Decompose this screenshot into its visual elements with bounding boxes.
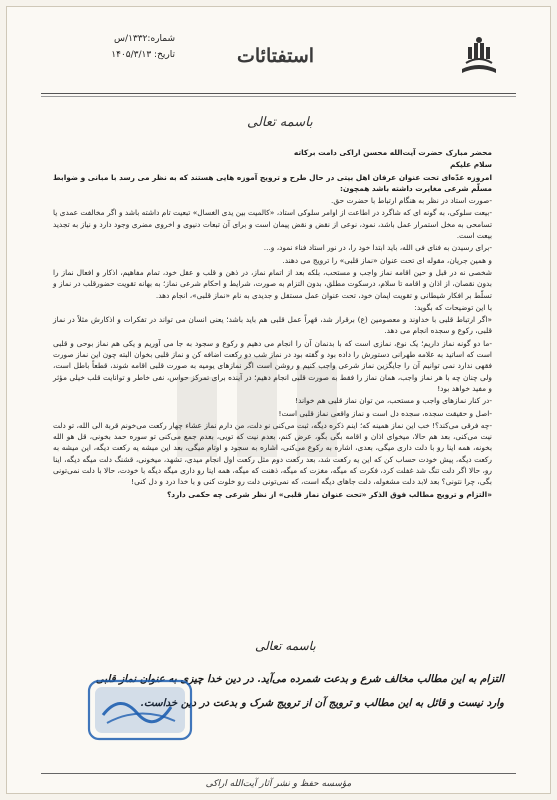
question-body: [53, 147, 492, 501]
page-title: استفتائات: [237, 45, 315, 67]
list-item: -بیعت سلوکی، به گونه ای که شاگرد در اطاعت از اوامر سلوکی استاد، «کالمیت بین یدی الغسال» تبعیت تام داشته باشد و اگر مخالفت عمدی یا تسامحی به مخل استمرار عمل باشد، نمود، نوعی از نقض و نقض پیمان است و برای آن تبعات دنیوی و اخروی مضری وجود دارد و نیاز به تجدید بیعت است.: [53, 208, 492, 241]
list-item: با این توضیحات که بگوید:: [414, 302, 492, 312]
institution-logo-icon: [456, 33, 502, 79]
footer-institution: مؤسسه حفظ و نشر آثار آیت‌الله اراکی: [205, 779, 352, 789]
list-item: -صورت استاد در نظر به هنگام ارتباط با حضرت حق.: [331, 196, 492, 206]
list-item: «اگر ارتباط قلبی با خداوند و معصومین (ع) برقرار شد، قهراً عمل قلبی هم باید باشد؛ یعنی انسان می تواند در تفکرات و اذکارش مثلاً در نماز قلبی، رکوع و سجده انجام می دهد.: [53, 315, 492, 336]
list-item: -اصل و حقیقت سجده، سجده دل است و نماز واقعی نماز قلبی است!: [278, 408, 492, 418]
answer-heading: باسمه تعالی: [255, 639, 316, 653]
document-page: [6, 6, 551, 794]
answer-text: التزام به این مطالب مخالف شرع و بدعت شمرده می‌آید. در دین خدا چیزی به عنوان نماز قلبی وارد نیست و قائل به این مطالب و ترویج آن از ترویج شرک و بدعت در دین خداست.: [95, 673, 504, 709]
reference-number: شماره:۱۳۳۲/س: [114, 34, 175, 44]
greeting: سلام علیکم: [449, 160, 492, 170]
header-divider-thin: [41, 96, 516, 97]
intro-paragraph: امروزه عدّه‌ای تحت عنوان عرفان اهل بیتی در حال طرح و ترویج آموزه هایی هستند که به نظر می رسد با مبانی و ضوابط مسلّم شرعی مغایرت داشته باشد همچون:: [53, 172, 492, 193]
list-item: -در کنار نمازهای واجب و مستحب، من توان نماز قلبی هم خواند!: [295, 396, 492, 406]
list-item: و همین جریان، مقوله ای تحت عنوان «نماز قلبی» را ترویج می دهند.: [282, 255, 492, 265]
salutation: محضر مبارک حضرت آیت‌الله محسن اراکی دامت برکاته: [293, 148, 492, 157]
footer-divider: [41, 773, 516, 774]
header-divider: [41, 93, 516, 94]
list-item: -ما دو گونه نماز داریم؛ یک نوع، نمازی است که با بدنمان آن را انجام می دهیم و رکوع و سجود به جا می آوریم و یکی هم نماز بوحی و قلبی است که اساتید به علامه طهرانی دستورش را داده بود و گفته بود در نماز شب دو رکعت اضافه کن و نماز قلبی بخوان البته چون این نماز صورت فقهی ندارد نمی توانیم آن را جایگزین نماز شرعی واجب کنیم و روشن است اگر نمازهای یومیه به صورت قلبی اقامه شوند، قطعاً باطل است، ولی چنان چه با هر نماز واجب، همان نماز را فقط به صورت قلبی انجام دهیم؛ در آینده برای تمرکز حواس، نفی خاطر و توانایت قلب خیلی مؤثر و مفید خواهد بود!: [53, 338, 492, 393]
list-item: -برای رسیدن به فنای فی الله، باید ابتدا خود را، در نور استاد فناء نمود، و...: [263, 243, 492, 253]
bismillah-heading: باسمه تعالی: [247, 115, 313, 130]
official-seal-icon: [85, 675, 195, 745]
list-item: شخصی نه در قبل و حین اقامه نماز واجب و مستحب، بلکه بعد از اتمام نماز، در ذهن و قلب و عقل خود، تمام مفاهیم، اذکار و افعال نماز را بدون نقصان، از اذان و اقامه تا سلام، درسکوت مطلق، بدون التزام به صورت، شرایط و احکام شرعی نماز؛ به بهانه تقویت حضورقلب در نماز و تسلّط بر افکار شیطانی و تقویت ایمان خود، تحت عنوان عمل مستقل و جدیدی به نام «نماز قلبی»، انجام دهد.: [53, 267, 492, 300]
list-item: -چه فرقی می‌کند؟! خب این نماز همینه که؛ اینم ذکره دیگه، ثبت می‌کنی نو دلت، من دارم نماز عشاء چهار رکعت می‌خونم قربة الی الله، تو دلت نیت می‌کنی، بعد هم حالا، میخوای اذان و اقامه بگی بگو، عرض کنم، بعدم نیت که تویی، بعدم جمع می‌کنی تو سوره حمد بخونی، قل هو الله بخونه، همه اینا رو با دلت داری میگی، بعدی، اشاره به رکوع می‌کنی، اشاره به سجود و اوتام میگی، بعد این میشه یه رکعت دیگه، این میشه به رکعت دیگه، پیش خودت حساب کن که این یه رکعت شد، بعد رکعت دوم مثل رکعت اول انجام میدی، تشهد، میخونی، قشنگ دلت میگه دیگه، اینا رو، حالا اگر دلت تنگ شد غفلت کرد، فکرت که میگه، مغزت که میگه، ذهنت که میگه، همه اینا رو داری میگه دیگه با خودت، حالا با دلت نمی‌تونی بگی، چرا نتونی؟ بعد لابد دلت مشغوله، دلت جاهای دیگه است، که نمی‌تونی دلت رو خلوت کنی و با خدا درد و دل کنی!: [53, 420, 492, 487]
letterhead: [7, 7, 550, 97]
reference-date: تاریخ: ۱۴۰۵/۳/۱۳: [111, 50, 175, 60]
reference-block: [85, 31, 175, 63]
question-line: «التزام و ترویج مطالب فوق الذکر «تحت عنوان نماز قلبی» از نظر شرعی چه حکمی دارد؟: [166, 489, 492, 499]
